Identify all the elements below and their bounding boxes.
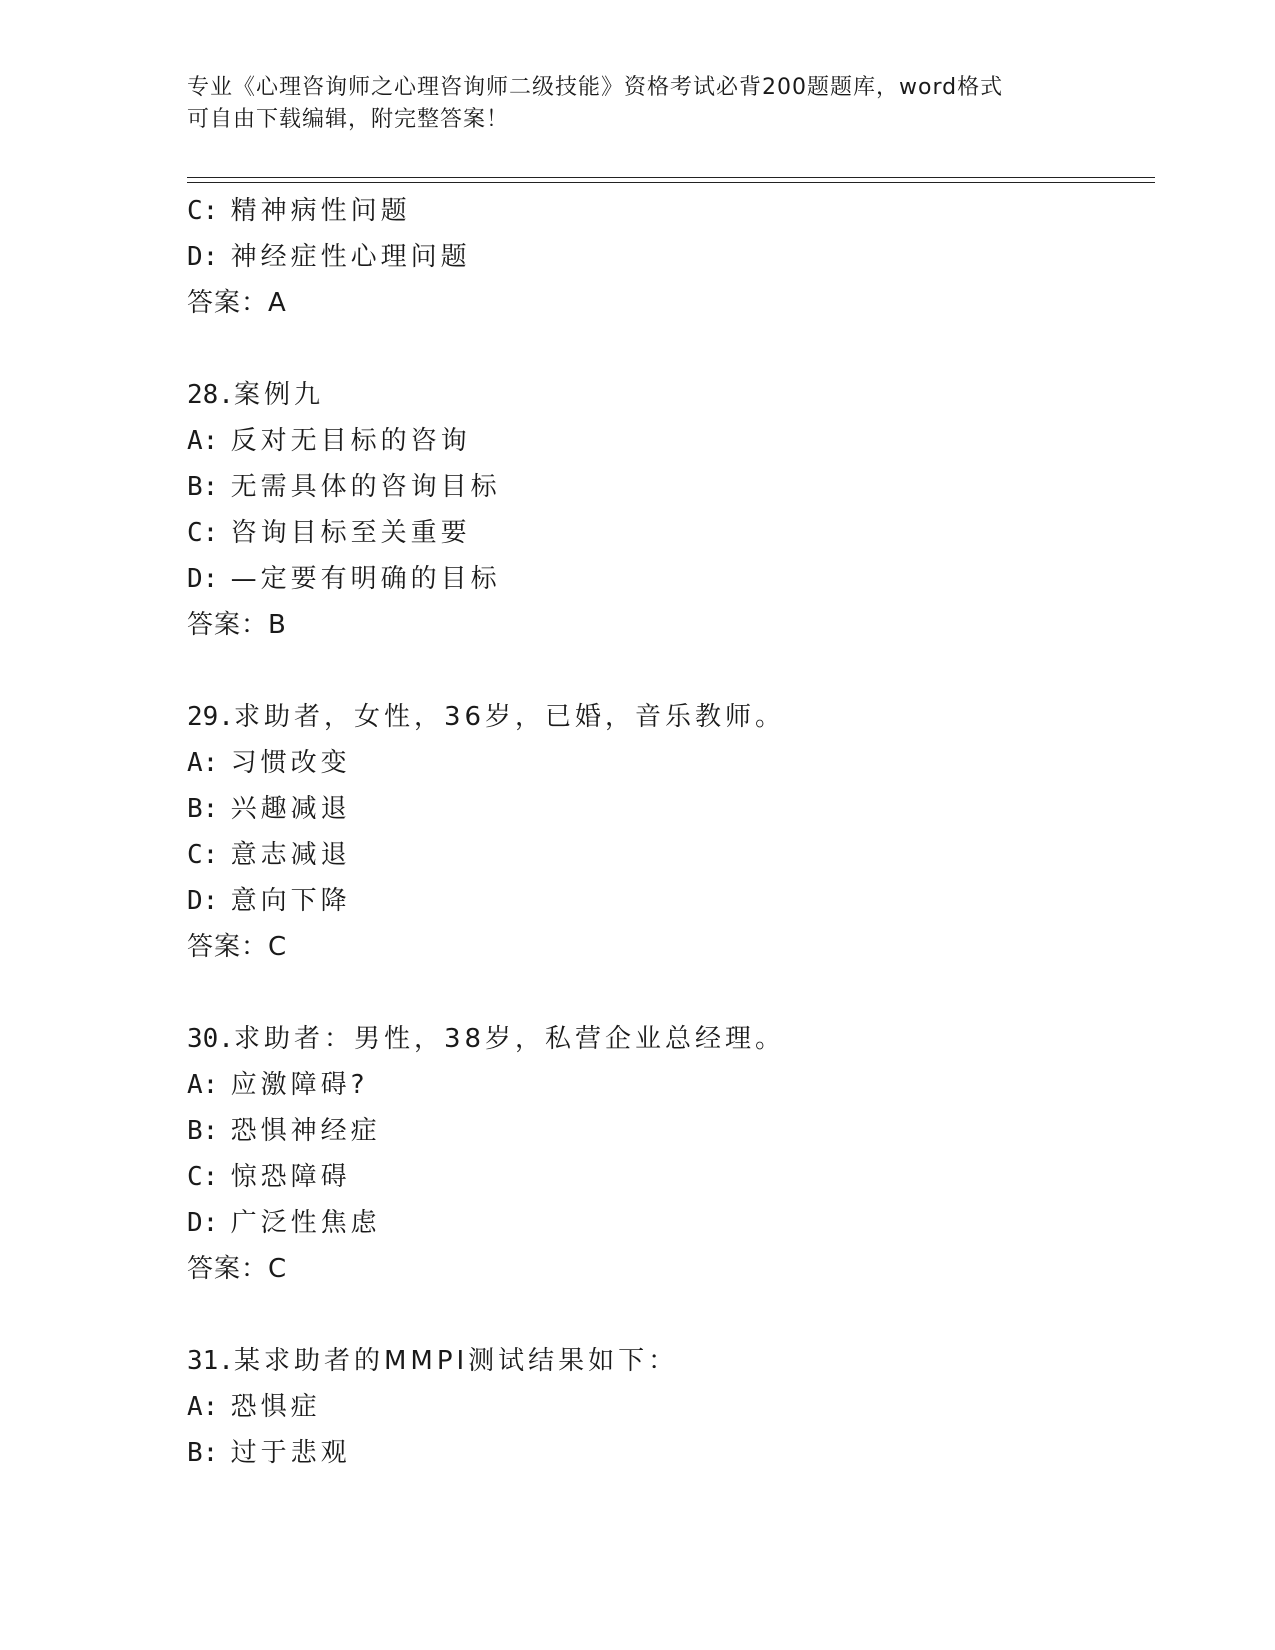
answer-line: 答案：C [187, 932, 288, 962]
option-line [187, 1108, 1155, 1154]
option-line [187, 740, 1155, 786]
spacer [187, 648, 1155, 694]
question-stem [187, 694, 1155, 740]
option-line [187, 1200, 1155, 1246]
spacer [187, 326, 1155, 372]
option-label: C: [187, 1162, 219, 1192]
spacer [187, 970, 1155, 1016]
option-text: 过于悲观 [230, 1438, 351, 1468]
option-text: 神经症性心理问题 [230, 242, 471, 272]
option-text: —定要有明确的目标 [230, 564, 501, 594]
option-label: D: [187, 1208, 219, 1238]
option-label: C: [187, 518, 219, 548]
question-stem [187, 1016, 1155, 1062]
option-label: C: [187, 840, 219, 870]
option-text: 无需具体的咨询目标 [230, 472, 501, 502]
option-line [187, 418, 1155, 464]
answer-line: 答案：C [187, 1254, 288, 1284]
option-line [187, 556, 1155, 602]
option-text: 广泛性焦虑 [230, 1208, 381, 1238]
option-line [187, 832, 1155, 878]
option-text: 惊恐障碍 [230, 1162, 351, 1192]
option-label: B: [187, 1116, 219, 1146]
option-line [187, 510, 1155, 556]
option-text: 咨询目标至关重要 [230, 518, 471, 548]
document-header [187, 72, 1087, 136]
option-label: B: [187, 1438, 219, 1468]
question-text: 案例九 [233, 380, 324, 410]
option-line [187, 1062, 1155, 1108]
option-line [187, 188, 1155, 234]
header-title-line-2: 可自由下载编辑，附完整答案！ [187, 107, 510, 132]
option-text: 反对无目标的咨询 [230, 426, 471, 456]
question-stem [187, 1338, 1155, 1384]
question-list [187, 188, 1155, 1476]
question-number: 31. [187, 1346, 234, 1376]
option-label: D: [187, 564, 219, 594]
option-label: C: [187, 196, 219, 226]
answer-line: 答案：B [187, 610, 287, 640]
option-text: 意志减退 [230, 840, 351, 870]
option-label: B: [187, 794, 219, 824]
question-text: 求助者，女性，36岁，已婚，音乐教师。 [233, 702, 786, 732]
option-label: B: [187, 472, 219, 502]
question-text: 某求助者的MMPI测试结果如下： [233, 1346, 679, 1376]
option-text: 恐惧症 [230, 1392, 321, 1422]
option-line [187, 1384, 1155, 1430]
option-text: 精神病性问题 [230, 196, 411, 226]
option-text: 恐惧神经症 [230, 1116, 381, 1146]
option-label: A: [187, 1392, 219, 1422]
spacer [187, 1292, 1155, 1338]
option-label: D: [187, 886, 219, 916]
option-text: 意向下降 [230, 886, 351, 916]
option-line [187, 234, 1155, 280]
question-stem [187, 372, 1155, 418]
option-label: D: [187, 242, 219, 272]
question-text: 求助者：男性，38岁，私营企业总经理。 [233, 1024, 786, 1054]
option-line [187, 878, 1155, 924]
option-line [187, 1154, 1155, 1200]
option-text: 兴趣减退 [230, 794, 351, 824]
header-divider-top [187, 177, 1155, 178]
option-label: A: [187, 748, 219, 778]
question-number: 30. [187, 1024, 234, 1054]
option-text: 应激障碍? [230, 1070, 369, 1100]
answer-line: 答案：A [187, 288, 287, 318]
header-divider-bottom [187, 182, 1155, 183]
question-number: 29. [187, 702, 234, 732]
option-line [187, 786, 1155, 832]
option-line [187, 464, 1155, 510]
question-number: 28. [187, 380, 234, 410]
option-label: A: [187, 426, 219, 456]
option-line [187, 1430, 1155, 1476]
option-text: 习惯改变 [230, 748, 351, 778]
option-label: A: [187, 1070, 219, 1100]
header-title-line-1: 专业《心理咨询师之心理咨询师二级技能》资格考试必背200题题库，word格式 [187, 75, 1004, 100]
